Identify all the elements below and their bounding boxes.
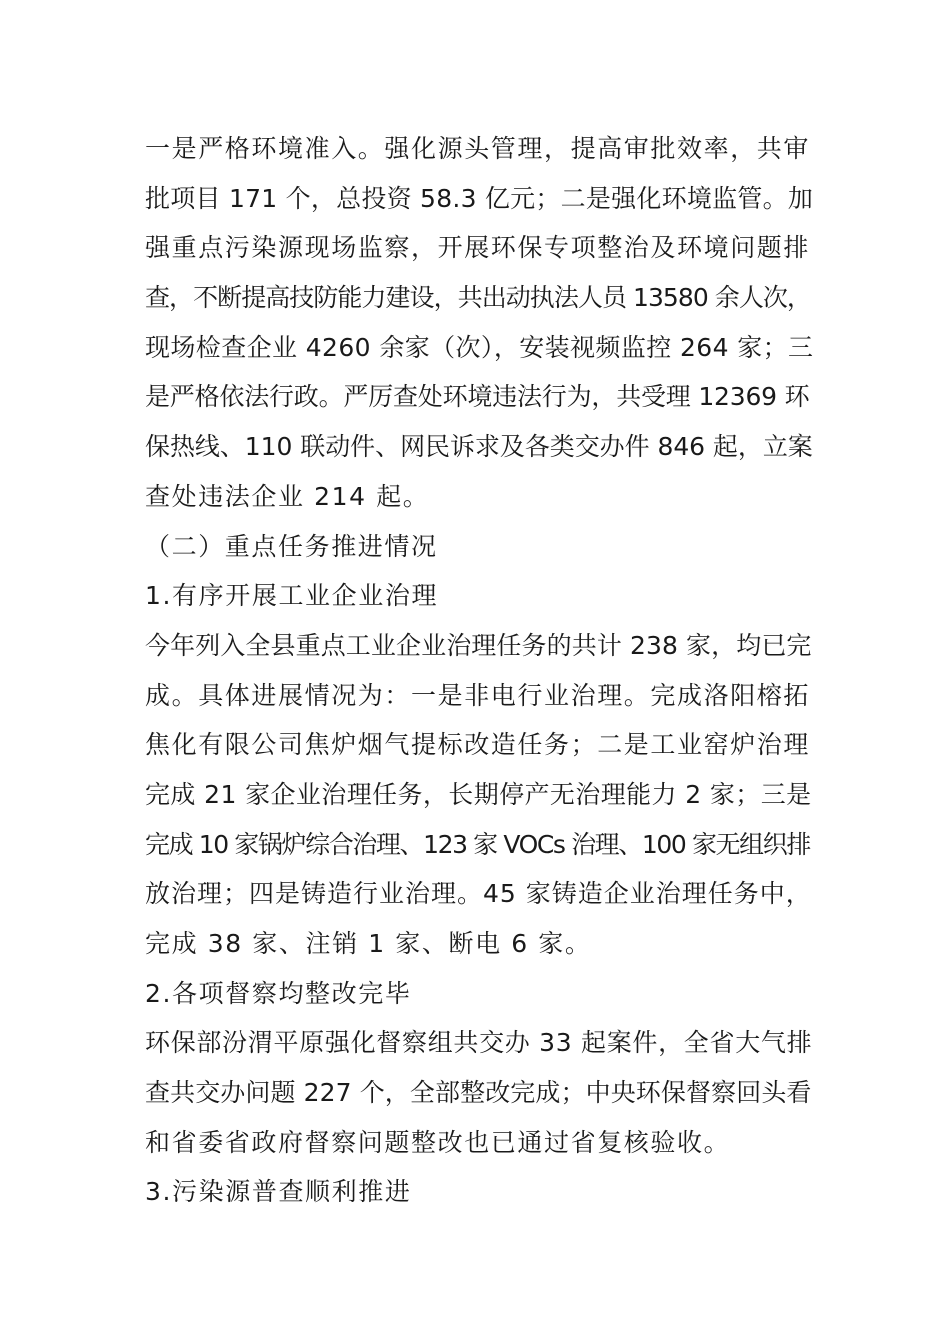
paragraph-line: 保热线、110 联动件、网民诉求及各类交办件 846 起，立案 — [145, 432, 813, 462]
paragraph-line: 现场检查企业 4260 余家（次），安装视频监控 264 家；三 — [145, 332, 814, 362]
paragraph-line: 环保部汾渭平原强化督察组共交办 33 起案件，全省大气排 — [145, 1028, 813, 1058]
paragraph-line: 一是严格环境准入。强化源头管理，提高审批效率，共审 — [145, 134, 811, 163]
paragraph-line: 完成 10 家锅炉综合治理、123 家 VOCs 治理、100 家无组织排 — [145, 829, 810, 859]
subsection-heading-2: 2.各项督察均整改完毕 — [145, 978, 412, 1008]
paragraph-line: 批项目 171 个，总投资 58.3 亿元；二是强化环境监管。加 — [145, 183, 814, 213]
section-heading: （二）重点任务推进情况 — [145, 531, 438, 561]
paragraph-line: 今年列入全县重点工业企业治理任务的共计 238 家，均已完 — [145, 630, 812, 660]
paragraph-line: 和省委省政府督察问题整改也已通过省复核验收。 — [145, 1127, 731, 1157]
paragraph-line: 查共交办问题 227 个，全部整改完成；中央环保督察回头看 — [145, 1078, 812, 1108]
paragraph-line: 完成 38 家、注销 1 家、断电 6 家。 — [145, 929, 592, 958]
paragraph-line: 成。具体进展情况为：一是非电行业治理。完成洛阳榕拓 — [145, 680, 811, 710]
paragraph-line: 焦化有限公司焦炉烟气提标改造任务；二是工业窑炉治理 — [145, 730, 811, 760]
subsection-heading-1: 1.有序开展工业企业治理 — [145, 581, 439, 611]
paragraph-line: 完成 21 家企业治理任务，长期停产无治理能力 2 家；三是 — [145, 779, 812, 809]
paragraph-line: 是严格依法行政。严厉查处环境违法行为，共受理 12369 环 — [145, 382, 810, 412]
document-body — [145, 124, 814, 1217]
paragraph-line: 查，不断提高技防能力建设，共出动执法人员 13580 余人次， — [145, 283, 811, 313]
subsection-heading-3: 3.污染源普查顺利推进 — [145, 1177, 412, 1207]
paragraph-line: 查处违法企业 214 起。 — [145, 481, 430, 511]
paragraph-line: 放治理；四是铸造行业治理。45 家铸造企业治理任务中， — [145, 879, 812, 909]
paragraph-line: 强重点污染源现场监察，开展环保专项整治及环境问题排 — [145, 233, 811, 263]
